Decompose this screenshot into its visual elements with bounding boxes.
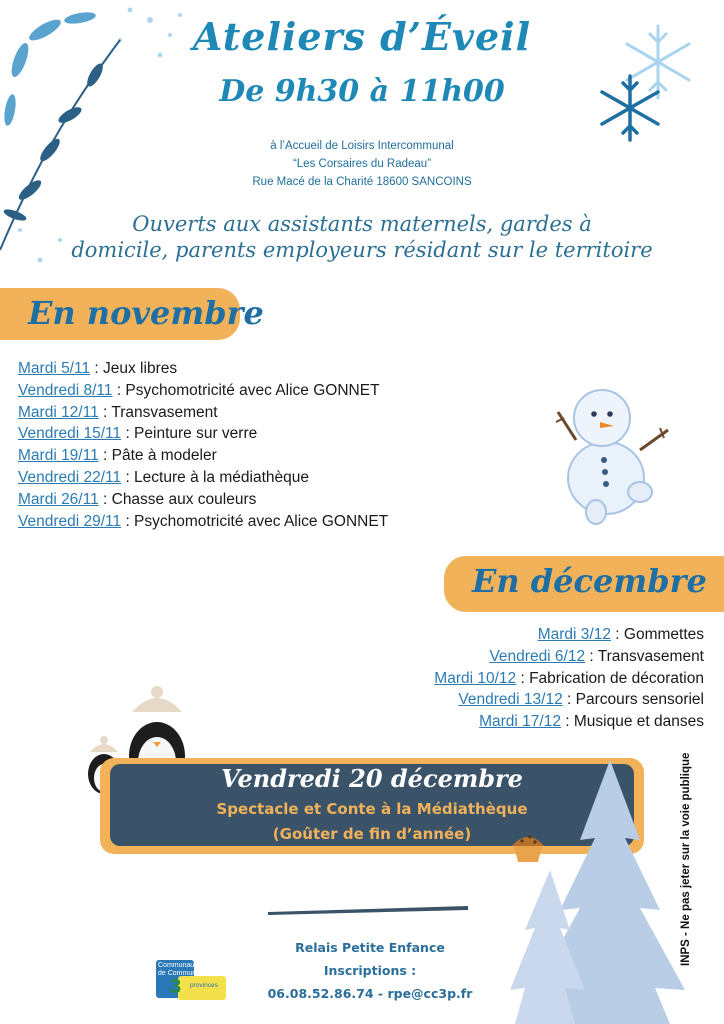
list-item-activity: : Musique et danses: [560, 713, 704, 731]
schedule-time: De 9h30 à 11h00: [219, 74, 505, 109]
list-item: [18, 402, 538, 424]
list-item-day[interactable]: Mardi 5/11: [18, 360, 91, 377]
list-item-day[interactable]: Vendredi 15/11: [18, 425, 122, 443]
event-date: Vendredi 20 décembre: [221, 764, 523, 793]
december-heading: En décembre: [472, 562, 707, 600]
address-line: Rue Macé de la Charité 18600 SANCOINS: [252, 176, 472, 188]
list-item-day[interactable]: Mardi 10/12: [434, 669, 517, 687]
list-item-activity: : Peinture sur verre: [121, 425, 258, 443]
list-item-day[interactable]: Vendredi 8/11: [18, 381, 113, 399]
contact-org: Relais Petite Enfance: [295, 940, 445, 955]
list-item: [184, 624, 704, 646]
list-item-activity: : Fabrication de décoration: [516, 669, 704, 687]
list-item-activity: : Psychomotricité avec Alice GONNET: [112, 381, 380, 399]
list-item: [18, 467, 538, 489]
december-list: [184, 624, 704, 733]
list-item-day[interactable]: Mardi 17/12: [479, 713, 561, 731]
side-note: INPS - Ne pas jeter sur la voie publique: [680, 752, 692, 966]
list-item: [184, 689, 704, 711]
list-item-day[interactable]: Vendredi 29/11: [18, 512, 122, 530]
list-item-activity: : Gommettes: [610, 626, 704, 643]
event-title: Spectacle et Conte à la Médiathèque: [216, 800, 528, 818]
contact-block: [250, 936, 490, 1005]
logo-text: de Communes: [158, 970, 204, 977]
list-item-activity: : Parcours sensoriel: [562, 691, 704, 709]
list-item: [18, 489, 538, 511]
list-item: [184, 668, 704, 690]
list-item-day[interactable]: Vendredi 6/12: [489, 647, 586, 665]
list-item-activity: : Jeux libres: [90, 360, 178, 377]
contact-label: Inscriptions :: [323, 963, 417, 978]
list-item-activity: : Chasse aux couleurs: [98, 490, 257, 508]
logo-text: Communauté: [158, 962, 201, 969]
list-item: [18, 511, 538, 533]
list-item: [184, 646, 704, 668]
list-item: [184, 711, 704, 733]
audience-text: domicile, parents employeurs résidant sur le territoire: [71, 238, 653, 262]
logo-text: provinces: [190, 982, 218, 989]
list-item-activity: : Transvasement: [585, 647, 704, 665]
logo: [156, 960, 228, 1000]
event-subtitle: (Goûter de fin d’année): [272, 825, 472, 843]
list-item-activity: : Psychomotricité avec Alice GONNET: [121, 512, 389, 530]
list-item: [18, 380, 538, 402]
list-item-day[interactable]: Mardi 19/11: [18, 447, 99, 465]
list-item-activity: : Lecture à la médiathèque: [121, 468, 309, 486]
list-item-day[interactable]: Mardi 3/12: [537, 626, 611, 643]
list-item-day[interactable]: Vendredi 22/11: [18, 468, 122, 486]
list-item-activity: : Transvasement: [98, 403, 218, 421]
list-item-day[interactable]: Mardi 12/11: [18, 403, 99, 421]
november-heading: En novembre: [28, 294, 264, 332]
list-item: [18, 423, 538, 445]
list-item: [18, 445, 538, 467]
address-line: “Les Corsaires du Radeau”: [292, 158, 432, 170]
address-line: à l’Accueil de Loisirs Intercommunal: [270, 140, 454, 152]
list-item: [18, 358, 538, 380]
list-item-day[interactable]: Mardi 26/11: [18, 490, 99, 508]
page-title: Ateliers d’Éveil: [192, 14, 532, 59]
contact-details[interactable]: 06.08.52.86.74 - rpe@cc3p.fr: [267, 986, 473, 1001]
list-item-day[interactable]: Vendredi 13/12: [458, 691, 563, 709]
logo-number: 3: [170, 976, 182, 998]
brush-stroke: [268, 904, 468, 916]
list-item-activity: : Pâte à modeler: [98, 447, 217, 465]
november-list: [18, 358, 538, 532]
audience-text: Ouverts aux assistants maternels, gardes à: [132, 212, 592, 236]
snowman-illustration: [548, 372, 678, 532]
